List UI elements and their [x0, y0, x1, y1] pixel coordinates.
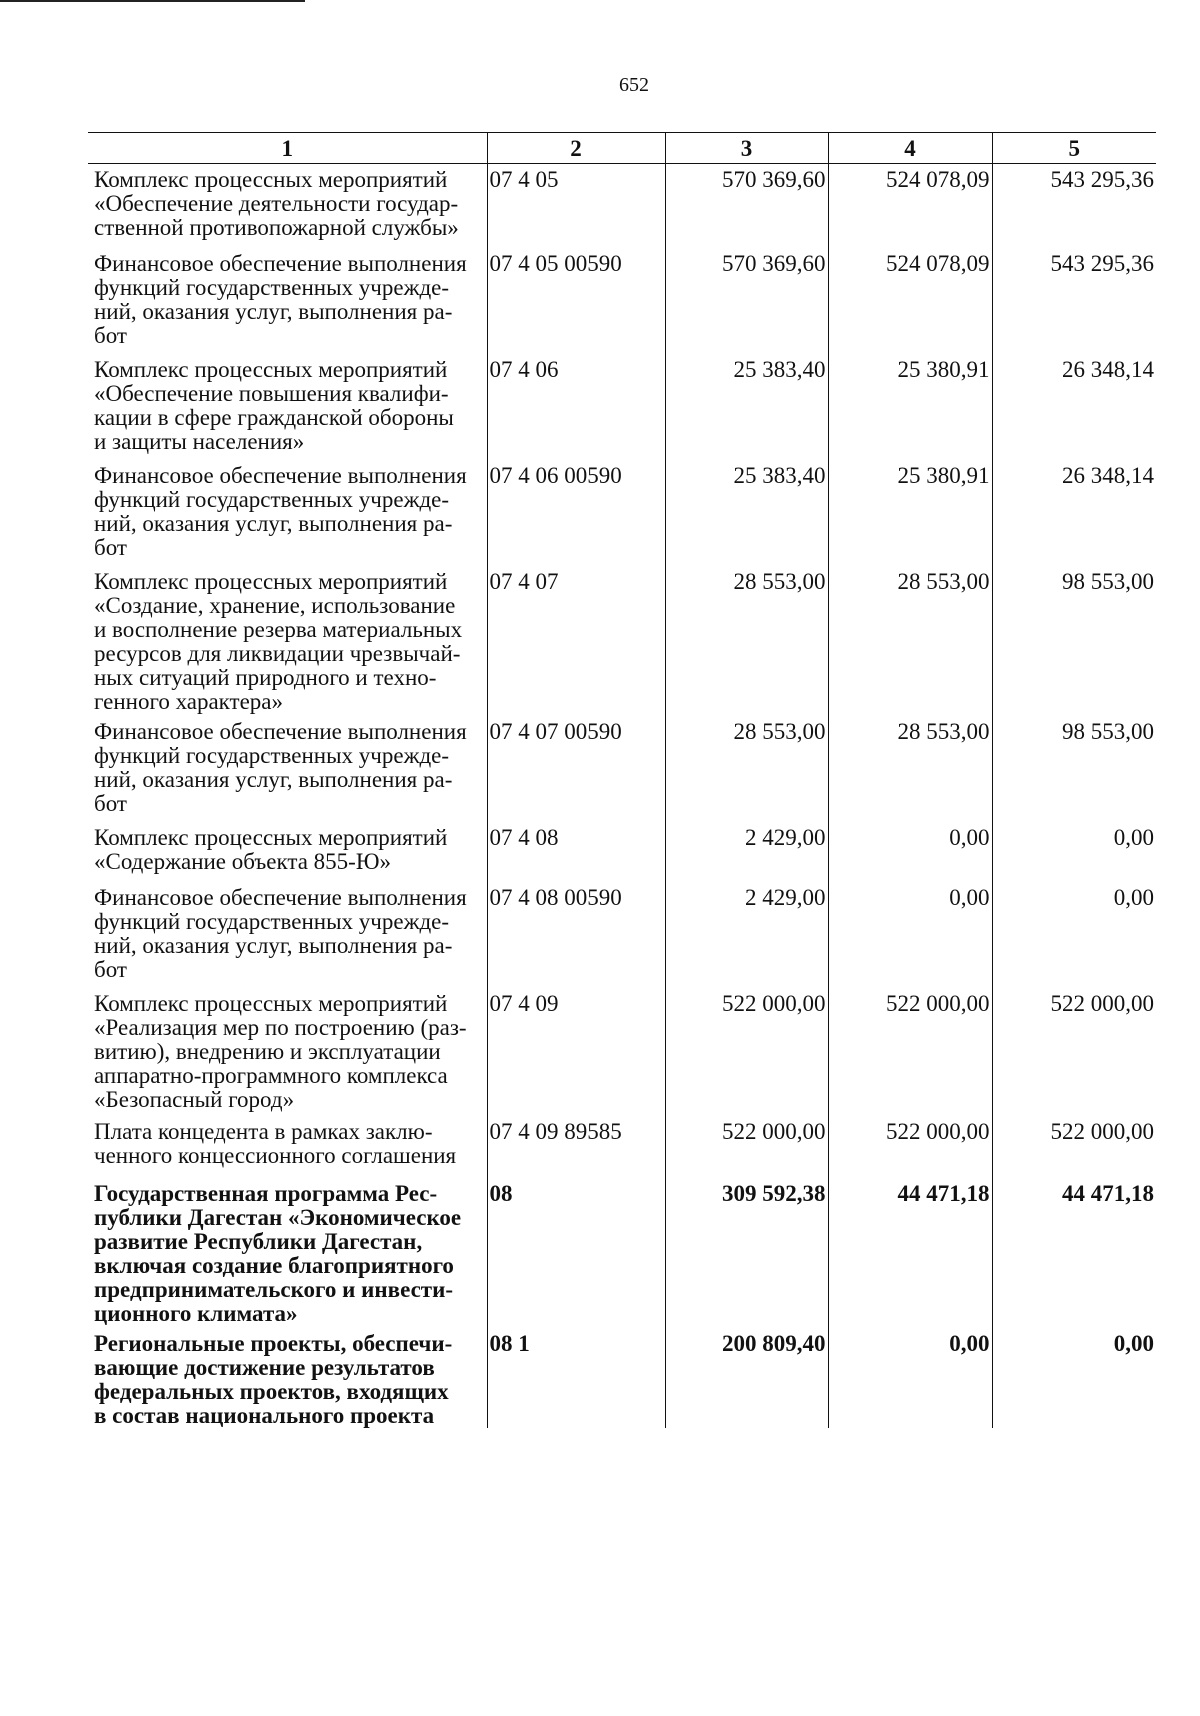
table-row	[88, 988, 1156, 1116]
table-row	[88, 716, 1156, 822]
row-code-cell: 08 1	[487, 1328, 665, 1428]
row-code-cell: 08	[487, 1178, 665, 1328]
row-code-cell: 07 4 06 00590	[487, 460, 665, 566]
row-name-cell: Комплекс процессных мероприятий «Создание, хранение, использование и восполнение резерва материальных ресурсов для ликвидации чрезвычай- ных ситуаций природного и техно- генного характера»	[94, 568, 463, 714]
row-value-col3: 309 592,38	[665, 1178, 828, 1328]
row-value-col5: 522 000,00	[992, 1116, 1156, 1178]
row-value-col3: 28 553,00	[665, 566, 828, 716]
row-value-col5: 98 553,00	[992, 566, 1156, 716]
row-value-col3: 25 383,40	[665, 460, 828, 566]
row-name-cell: Региональные проекты, обеспечи- вающие достижение результатов федеральных проектов, входящих в состав национального проекта	[94, 1330, 453, 1428]
row-code-cell: 07 4 05	[487, 164, 665, 248]
row-value-col4: 44 471,18	[828, 1178, 992, 1328]
table-row	[88, 1116, 1156, 1178]
page-number: 652	[619, 74, 649, 96]
row-name-cell: Финансовое обеспечение выполнения функций государственных учрежде- ний, оказания услуг, выполнения ра- бот	[94, 462, 467, 560]
row-value-col4: 524 078,09	[828, 248, 992, 354]
table-row	[88, 566, 1156, 716]
row-value-col5: 543 295,36	[992, 164, 1156, 248]
row-code-cell: 07 4 07	[487, 566, 665, 716]
row-value-col5: 0,00	[992, 822, 1156, 882]
row-code-cell: 07 4 08 00590	[487, 882, 665, 988]
row-code-cell: 07 4 09	[487, 988, 665, 1116]
table-body	[88, 164, 1156, 1428]
top-rule	[0, 0, 305, 2]
row-code-cell: 07 4 08	[487, 822, 665, 882]
row-value-col4: 28 553,00	[828, 566, 992, 716]
row-value-col4: 28 553,00	[828, 716, 992, 822]
row-name-cell: Комплекс процессных мероприятий «Содержание объекта 855-Ю»	[94, 824, 448, 874]
row-value-col5: 522 000,00	[992, 988, 1156, 1116]
table-row	[88, 354, 1156, 460]
row-name-cell: Комплекс процессных мероприятий «Реализация мер по построению (раз- витию), внедрению и эксплуатации аппаратно-программного комплекса «Безопасный город»	[94, 990, 467, 1112]
row-name-cell: Финансовое обеспечение выполнения функций государственных учрежде- ний, оказания услуг, выполнения ра- бот	[94, 718, 467, 816]
row-value-col3: 28 553,00	[665, 716, 828, 822]
table-row	[88, 1178, 1156, 1328]
column-header-2: 2	[487, 133, 665, 164]
row-value-col4: 25 380,91	[828, 460, 992, 566]
row-value-col5: 98 553,00	[992, 716, 1156, 822]
table-row	[88, 882, 1156, 988]
row-name-cell: Комплекс процессных мероприятий «Обеспечение деятельности государ- ственной противопожарной службы»	[94, 167, 459, 240]
column-header-4: 4	[828, 133, 992, 164]
row-value-col5: 543 295,36	[992, 248, 1156, 354]
row-value-col5: 26 348,14	[992, 354, 1156, 460]
table-row	[88, 822, 1156, 882]
row-value-col4: 0,00	[828, 882, 992, 988]
row-name-cell: Комплекс процессных мероприятий «Обеспечение повышения квалифи- кации в сфере гражданской обороны и защиты населения»	[94, 356, 454, 454]
row-code-cell: 07 4 07 00590	[487, 716, 665, 822]
row-value-col5: 44 471,18	[992, 1178, 1156, 1328]
row-value-col3: 2 429,00	[665, 822, 828, 882]
row-value-col3: 522 000,00	[665, 1116, 828, 1178]
row-value-col3: 25 383,40	[665, 354, 828, 460]
row-value-col3: 2 429,00	[665, 882, 828, 988]
row-value-col3: 570 369,60	[665, 248, 828, 354]
row-value-col3: 200 809,40	[665, 1328, 828, 1428]
row-value-col4: 524 078,09	[828, 164, 992, 248]
row-value-col5: 0,00	[992, 1328, 1156, 1428]
row-value-col4: 522 000,00	[828, 988, 992, 1116]
table-row	[88, 248, 1156, 354]
header-row	[88, 133, 1156, 164]
row-value-col4: 0,00	[828, 822, 992, 882]
budget-table	[88, 132, 1156, 1428]
row-value-col4: 522 000,00	[828, 1116, 992, 1178]
row-name-cell: Государственная программа Рес- публики Дагестан «Экономическое развитие Республики Дагестан, включая создание благоприятного предпринимательского и инвести- ционного климата»	[94, 1180, 462, 1326]
row-value-col4: 25 380,91	[828, 354, 992, 460]
row-name-cell: Финансовое обеспечение выполнения функций государственных учрежде- ний, оказания услуг, выполнения ра- бот	[94, 884, 467, 982]
row-value-col5: 26 348,14	[992, 460, 1156, 566]
row-value-col3: 570 369,60	[665, 164, 828, 248]
row-code-cell: 07 4 05 00590	[487, 248, 665, 354]
row-name-cell: Плата концедента в рамках заклю- ченного концессионного соглашения	[94, 1118, 457, 1168]
row-value-col4: 0,00	[828, 1328, 992, 1428]
row-code-cell: 07 4 09 89585	[487, 1116, 665, 1178]
column-header-3: 3	[665, 133, 828, 164]
table-row	[88, 460, 1156, 566]
column-header-1: 1	[88, 133, 487, 164]
row-value-col5: 0,00	[992, 882, 1156, 988]
row-code-cell: 07 4 06	[487, 354, 665, 460]
table-row	[88, 1328, 1156, 1428]
table-row	[88, 164, 1156, 248]
column-header-5: 5	[992, 133, 1156, 164]
row-name-cell: Финансовое обеспечение выполнения функций государственных учрежде- ний, оказания услуг, выполнения ра- бот	[94, 250, 467, 348]
row-value-col3: 522 000,00	[665, 988, 828, 1116]
